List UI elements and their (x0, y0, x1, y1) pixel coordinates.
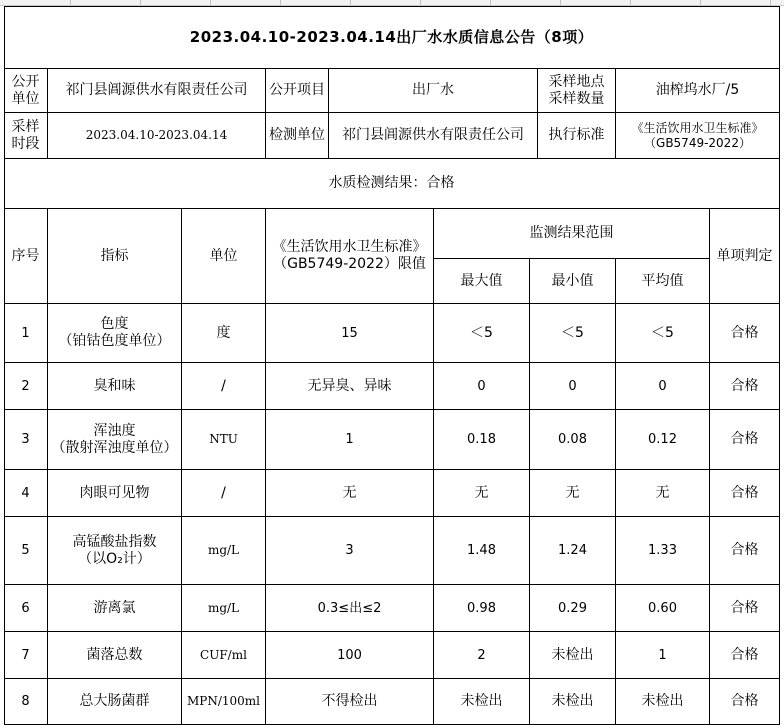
col-limit-header: 《生活饮用水卫生标准》 （GB5749-2022）限值 (266, 209, 434, 304)
sample-site-label: 采样地点 采样数量 (538, 69, 616, 113)
row-5-indicator: 高锰酸盐指数 （以O₂计） (48, 517, 182, 585)
col-min-header: 最小值 (530, 259, 616, 304)
row-3-limit: 1 (266, 410, 434, 470)
col-indicator-header: 指标 (48, 209, 182, 304)
row-6-max: 0.98 (434, 585, 530, 632)
row-3-indicator: 浑浊度 （散射浑浊度单位） (48, 410, 182, 470)
row-6-min: 0.29 (530, 585, 616, 632)
row-1-indicator: 色度 （铂钴色度单位） (48, 304, 182, 363)
period-value: 2023.04.10-2023.04.14 (48, 113, 266, 159)
row-6-judge: 合格 (710, 585, 780, 632)
test-unit-label: 检测单位 (266, 113, 329, 159)
row-8-min: 未检出 (530, 679, 616, 725)
row-4-max: 无 (434, 470, 530, 517)
row-8-judge: 合格 (710, 679, 780, 725)
row-6-unit: mg/L (182, 585, 266, 632)
row-2-min: 0 (530, 363, 616, 410)
row-2-avg: 0 (616, 363, 710, 410)
row-1-judge: 合格 (710, 304, 780, 363)
row-5-max: 1.48 (434, 517, 530, 585)
row-2-max: 0 (434, 363, 530, 410)
col-no-header: 序号 (4, 209, 48, 304)
period-label: 采样 时段 (4, 113, 48, 159)
row-8-limit: 不得检出 (266, 679, 434, 725)
public-item-label: 公开项目 (266, 69, 329, 113)
row-3-unit: NTU (182, 410, 266, 470)
row-4-judge: 合格 (710, 470, 780, 517)
row-7-judge: 合格 (710, 632, 780, 679)
row-3-avg: 0.12 (616, 410, 710, 470)
row-3-max: 0.18 (434, 410, 530, 470)
row-2-judge: 合格 (710, 363, 780, 410)
row-7-min: 未检出 (530, 632, 616, 679)
row-1-limit: 15 (266, 304, 434, 363)
col-judge-header: 单项判定 (710, 209, 780, 304)
public-unit-value: 祁门县阊源供水有限责任公司 (48, 69, 266, 113)
row-6-avg: 0.60 (616, 585, 710, 632)
row-6-no: 6 (4, 585, 48, 632)
public-item-value: 出厂水 (329, 69, 538, 113)
public-unit-label: 公开 单位 (4, 69, 48, 113)
row-5-no: 5 (4, 517, 48, 585)
row-4-min: 无 (530, 470, 616, 517)
row-6-indicator: 游离氯 (48, 585, 182, 632)
result-summary: 水质检测结果：合格 (4, 159, 780, 209)
row-4-unit: / (182, 470, 266, 517)
row-1-max: ＜5 (434, 304, 530, 363)
test-unit-value: 祁门县阊源供水有限责任公司 (329, 113, 538, 159)
row-6-limit: 0.3≤出≤2 (266, 585, 434, 632)
row-7-unit: CUF/ml (182, 632, 266, 679)
row-4-avg: 无 (616, 470, 710, 517)
row-2-unit: / (182, 363, 266, 410)
row-4-indicator: 肉眼可见物 (48, 470, 182, 517)
row-7-avg: 1 (616, 632, 710, 679)
row-5-unit: mg/L (182, 517, 266, 585)
row-1-unit: 度 (182, 304, 266, 363)
row-2-indicator: 臭和味 (48, 363, 182, 410)
row-1-avg: ＜5 (616, 304, 710, 363)
row-7-indicator: 菌落总数 (48, 632, 182, 679)
row-7-no: 7 (4, 632, 48, 679)
row-8-max: 未检出 (434, 679, 530, 725)
row-7-max: 2 (434, 632, 530, 679)
col-avg-header: 平均值 (616, 259, 710, 304)
row-5-judge: 合格 (710, 517, 780, 585)
row-8-no: 8 (4, 679, 48, 725)
row-8-indicator: 总大肠菌群 (48, 679, 182, 725)
page-title: 2023.04.10-2023.04.14出厂水水质信息公告（8项） (4, 6, 780, 69)
row-8-unit: MPN/100ml (182, 679, 266, 725)
col-max-header: 最大值 (434, 259, 530, 304)
row-8-avg: 未检出 (616, 679, 710, 725)
water-quality-table (4, 6, 780, 725)
row-3-min: 0.08 (530, 410, 616, 470)
row-2-no: 2 (4, 363, 48, 410)
row-1-no: 1 (4, 304, 48, 363)
row-1-min: ＜5 (530, 304, 616, 363)
standard-label: 执行标准 (538, 113, 616, 159)
row-4-limit: 无 (266, 470, 434, 517)
row-3-judge: 合格 (710, 410, 780, 470)
sample-site-value: 油榨坞水厂/5 (616, 69, 780, 113)
row-5-limit: 3 (266, 517, 434, 585)
row-4-no: 4 (4, 470, 48, 517)
row-7-limit: 100 (266, 632, 434, 679)
col-unit-header: 单位 (182, 209, 266, 304)
standard-value: 《生活饮用水卫生标准》 （GB5749-2022） (616, 113, 780, 159)
col-range-header: 监测结果范围 (434, 209, 710, 259)
row-5-avg: 1.33 (616, 517, 710, 585)
row-5-min: 1.24 (530, 517, 616, 585)
row-2-limit: 无异臭、异味 (266, 363, 434, 410)
row-3-no: 3 (4, 410, 48, 470)
